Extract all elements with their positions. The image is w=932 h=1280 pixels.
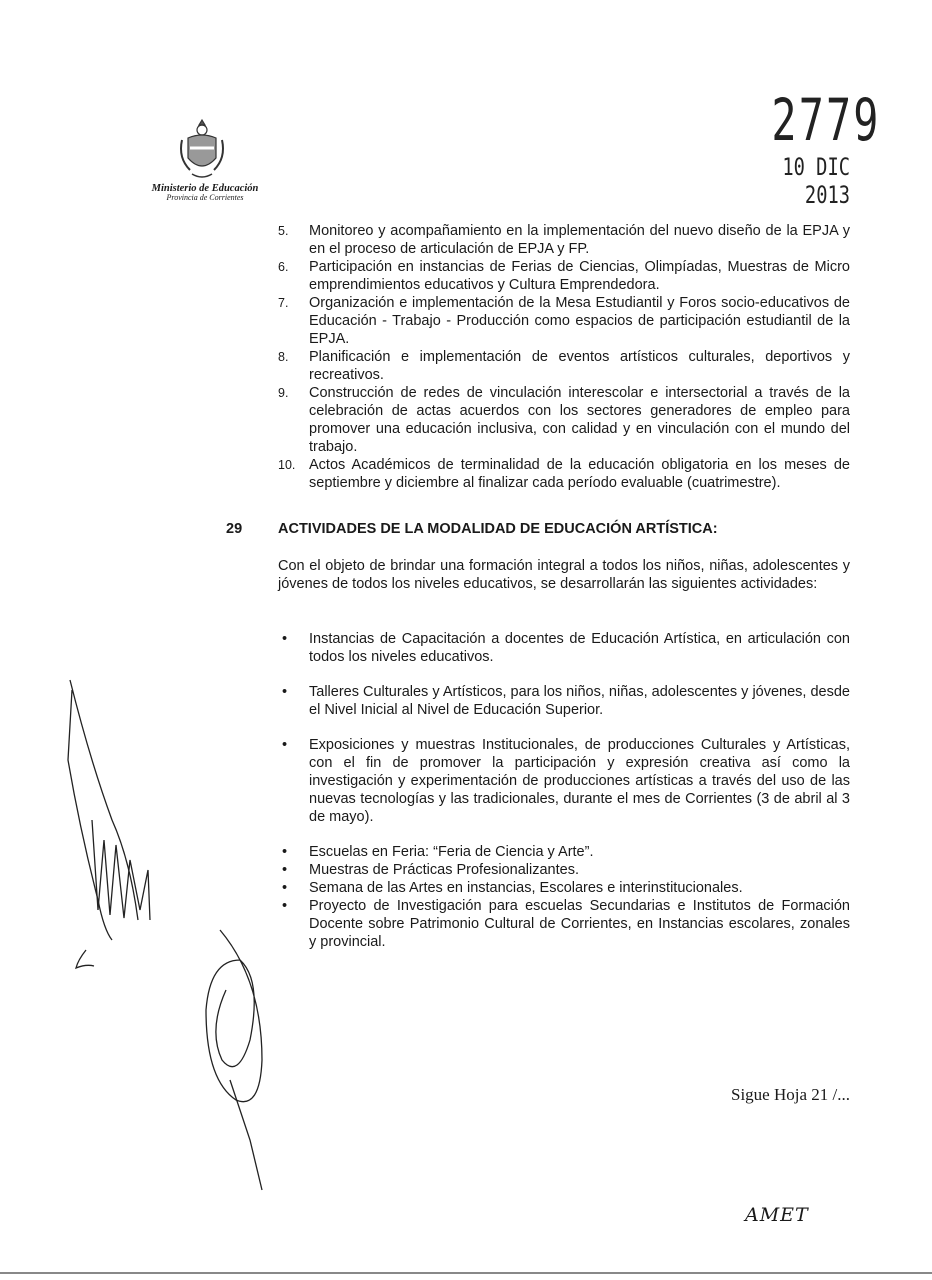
item-number: 6.	[278, 260, 289, 274]
bullet-text: Proyecto de Investigación para escuelas Secundarias e Institutos de Formación Docente sobre Patrimonio Cultural de Corrientes, en Instancias escolares, zonales y provincial.	[309, 898, 850, 950]
item-number: 8.	[278, 350, 289, 364]
section-intro: Con el objeto de brindar una formación integral a todos los niños, niñas, adolescentes y jóvenes de todos los niveles educativos, se desarrollarán las siguientes actividades:	[278, 558, 850, 592]
bullet-text: Talleres Culturales y Artísticos, para los niños, niñas, adolescentes y jóvenes, desde el Nivel Inicial al Nivel de Educación Superior.	[309, 684, 850, 718]
bullet-text: Muestras de Prácticas Profesionalizantes.	[309, 862, 579, 878]
bottom-divider	[0, 1272, 932, 1274]
bullet-icon: •	[282, 880, 288, 896]
document-number: 2779	[771, 86, 881, 154]
item-text: Monitoreo y acompañamiento en la implementación del nuevo diseño de la EPJA y en el proceso de articulación de EPJA y FP.	[309, 223, 850, 257]
item-text: Participación en instancias de Ferias de Ciencias, Olimpíadas, Muestras de Micro emprendimientos educativos y Cultura Emprendedora.	[309, 259, 850, 293]
item-text: Organización e implementación de la Mesa Estudiantil y Foros socio-educativos de Educación - Trabajo - Producción como espacios de participación estudiantil de la EPJA.	[309, 295, 850, 347]
section-number: 29	[226, 521, 243, 537]
bullet-text: Semana de las Artes en instancias, Escolares e interinstitucionales.	[309, 880, 743, 896]
item-number: 5.	[278, 224, 289, 238]
continuation-note: Sigue Hoja 21 /...	[731, 1085, 850, 1104]
item-number: 7.	[278, 296, 289, 310]
section-title: ACTIVIDADES DE LA MODALIDAD DE EDUCACIÓN ARTÍSTICA:	[278, 521, 718, 537]
province-name: Provincia de Corrientes	[166, 193, 244, 203]
item-text: Actos Académicos de terminalidad de la educación obligatoria en los meses de septiembre y diciembre al finalizar cada período evaluable (cuatrimestre).	[309, 457, 850, 491]
bullet-text: Escuelas en Feria: “Feria de Ciencia y Arte”.	[309, 844, 594, 860]
bullet-icon: •	[282, 898, 288, 914]
item-text: Planificación e implementación de eventos artísticos culturales, deportivos y recreativos.	[309, 349, 850, 383]
bullet-icon: •	[282, 862, 288, 878]
amet-stamp: AMET	[745, 1204, 809, 1226]
document-date: 10 DIC 2013	[782, 153, 850, 209]
bullet-icon: •	[282, 844, 288, 860]
bullet-icon: •	[282, 684, 288, 700]
item-number: 9.	[278, 386, 289, 400]
item-text: Construcción de redes de vinculación interescolar e intersectorial a través de la celebración de actas acuerdos con los sectores generadores de empleo para promover una educación inclusiva, con calidad y en vinculación con el mundo del trabajo.	[309, 385, 850, 455]
bullet-text: Exposiciones y muestras Institucionales, de producciones Culturales y Artísticas, con el fin de promover la participación y expresión creativa así como la investigación y experimentación de producciones artísticas a través del uso de las nuevas tecnologías y las tradicionales, durante el mes de Corrientes (3 de abril al 3 de mayo).	[309, 737, 850, 825]
bullet-text: Instancias de Capacitación a docentes de Educación Artística, en articulación con todos los niveles educativos.	[309, 631, 850, 665]
item-number: 10.	[278, 458, 296, 472]
bullet-icon: •	[282, 737, 288, 753]
ministry-name: Ministerio de Educación	[151, 183, 259, 194]
bullet-icon: •	[282, 631, 288, 647]
